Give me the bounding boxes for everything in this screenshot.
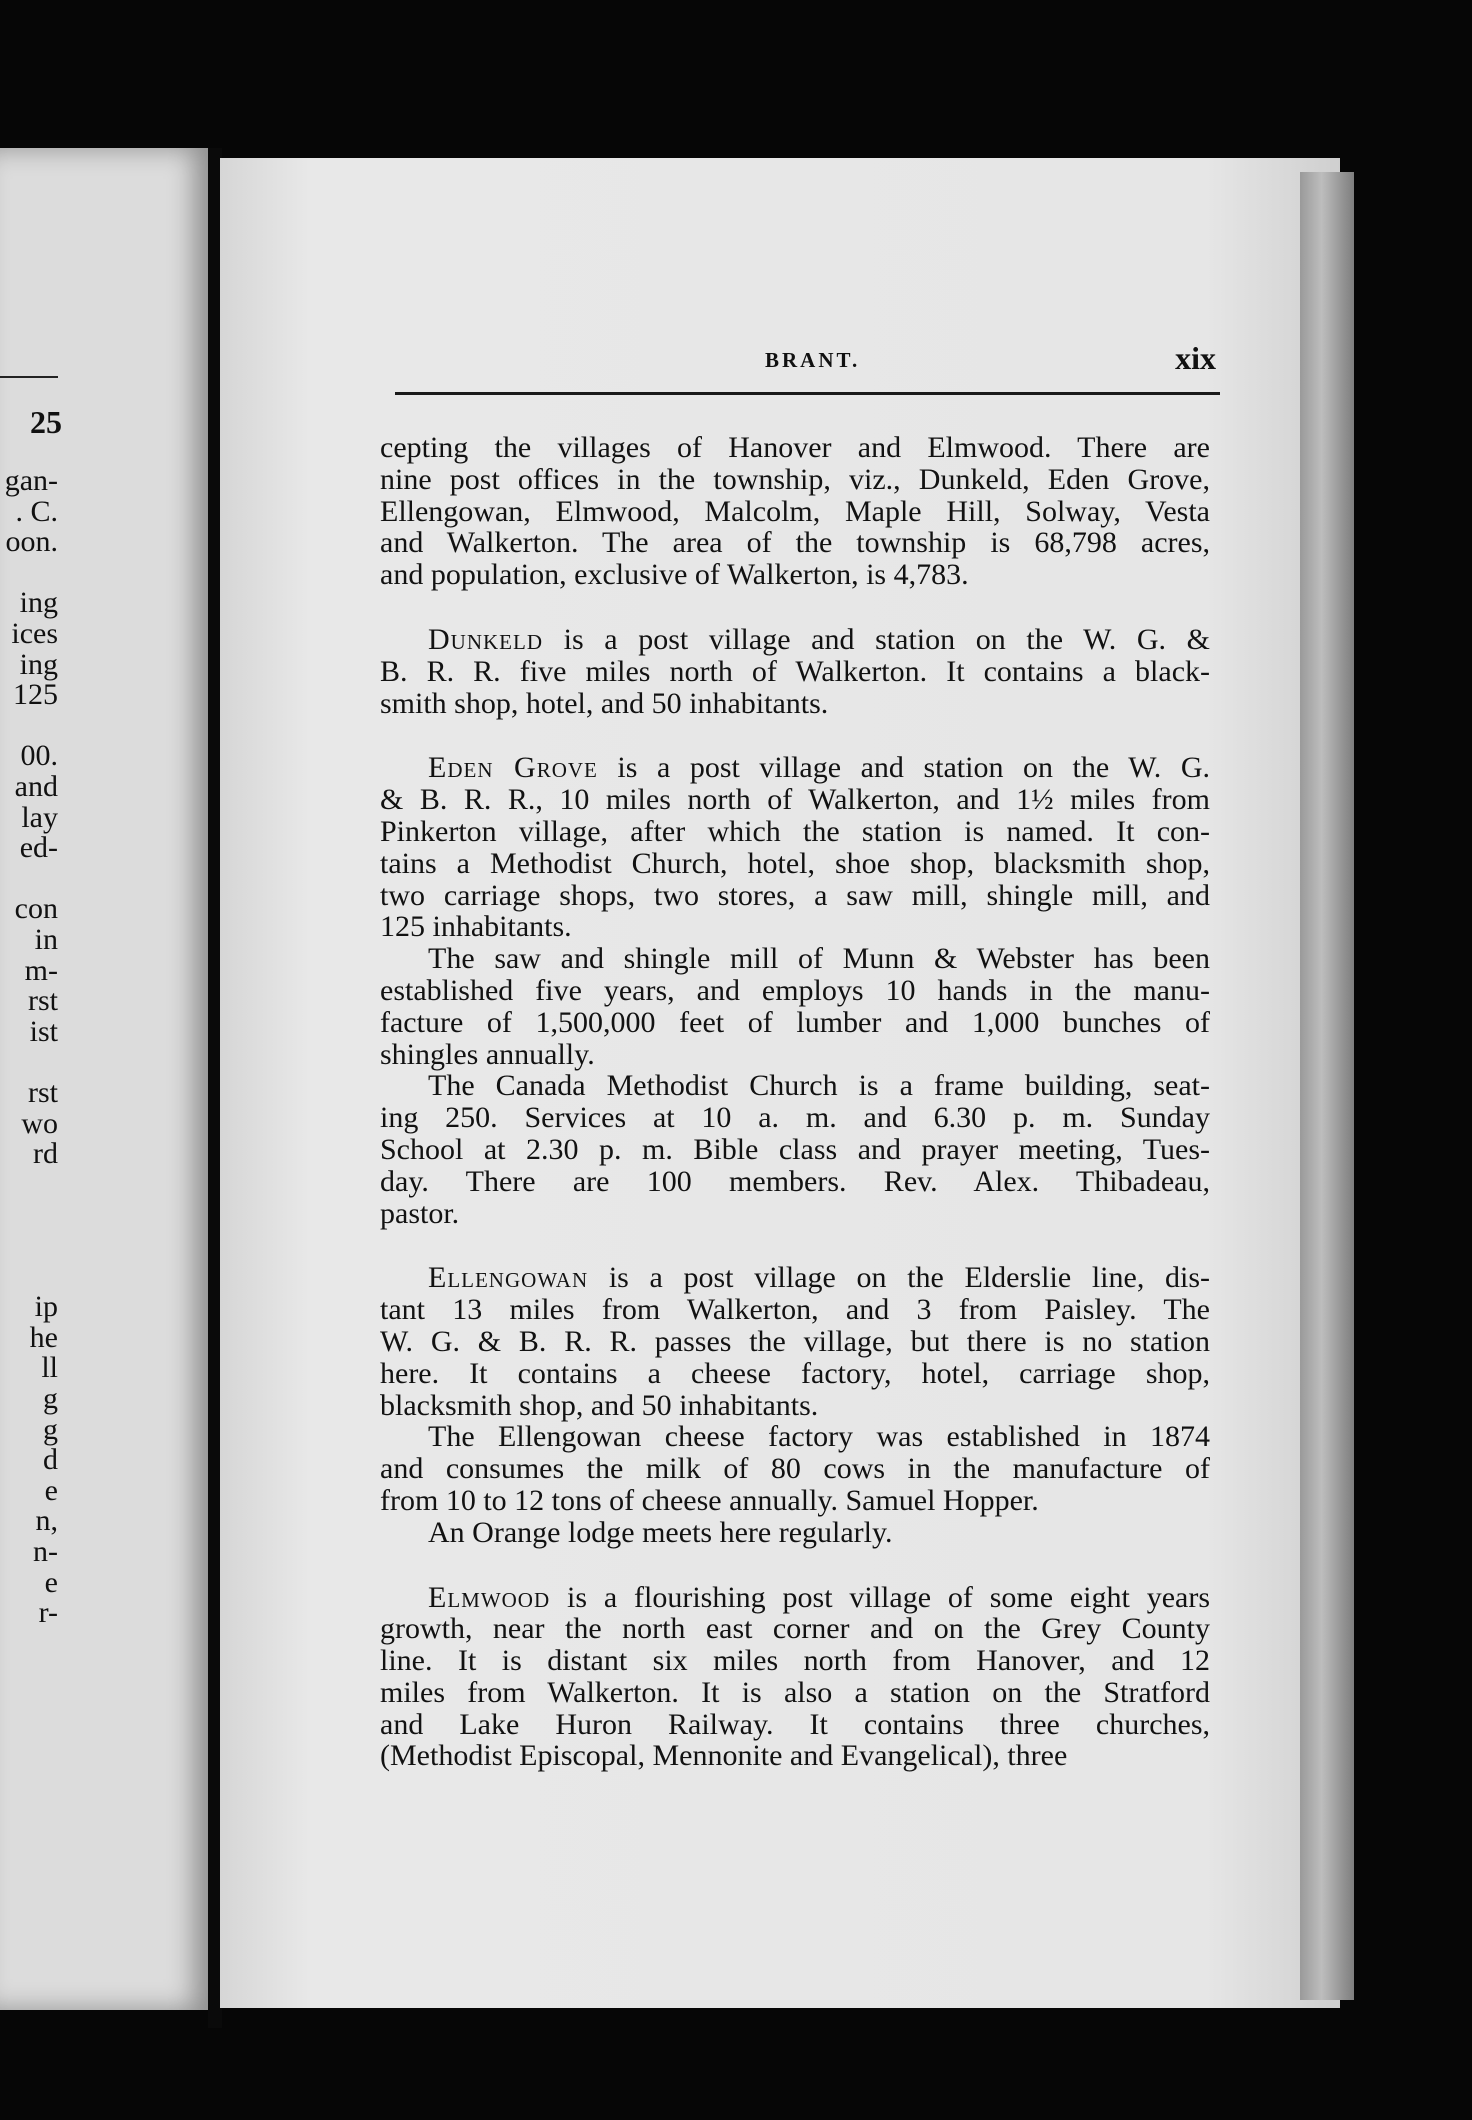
left-page-text-fragment: ing bbox=[19, 586, 58, 620]
text-line bbox=[380, 1039, 1210, 1071]
left-page-text-fragment: oon. bbox=[5, 525, 58, 559]
line-text: and Walkerton. The area of the township is 68,798 acres, bbox=[380, 526, 1210, 560]
entry-heading: Dunkeld bbox=[428, 622, 543, 656]
body-paragraph bbox=[380, 1421, 1210, 1516]
text-line bbox=[380, 1645, 1210, 1677]
body-paragraph bbox=[380, 1517, 1210, 1549]
text-line bbox=[380, 1485, 1210, 1517]
line-text: line. It is distant six miles north from Hanover, and 12 bbox=[380, 1644, 1210, 1678]
left-page-text-fragment: ed- bbox=[19, 831, 58, 865]
text-line bbox=[380, 1358, 1210, 1390]
line-text: from 10 to 12 tons of cheese annually. Samuel Hopper. bbox=[380, 1483, 1039, 1517]
left-page-text-fragment: rd bbox=[33, 1137, 58, 1171]
text-line bbox=[380, 975, 1210, 1007]
text-line bbox=[380, 1294, 1210, 1326]
text-line bbox=[380, 527, 1210, 559]
left-page-text-fragment: lay bbox=[21, 800, 58, 834]
entry-paragraph bbox=[380, 1582, 1210, 1773]
left-page-text-fragment: r- bbox=[38, 1596, 58, 1630]
left-page-text-fragment: e bbox=[44, 1565, 58, 1599]
page-body bbox=[380, 432, 1210, 1772]
entry-heading: Eden Grove bbox=[428, 751, 598, 785]
line-text: 125 inhabitants. bbox=[380, 910, 572, 944]
text-line bbox=[380, 1007, 1210, 1039]
text-line bbox=[380, 559, 1210, 591]
left-page-text-fragment: rst bbox=[28, 1076, 58, 1109]
left-page-text-fragment: ll bbox=[41, 1351, 58, 1385]
line-text: The Canada Methodist Church is a frame building, seat- bbox=[428, 1069, 1210, 1103]
line-text: ing 250. Services at 10 a. m. and 6.30 p. m. Sunday bbox=[380, 1101, 1210, 1135]
text-line bbox=[380, 1517, 1210, 1549]
text-line bbox=[380, 464, 1210, 496]
left-page-text-fragment: n- bbox=[33, 1535, 58, 1568]
text-line bbox=[380, 1166, 1210, 1198]
line-text: miles from Walkerton. It is also a station on the Stratford bbox=[380, 1675, 1210, 1709]
entry-paragraph bbox=[380, 752, 1210, 943]
left-page-text-fragment: in bbox=[34, 923, 58, 956]
text-line bbox=[380, 1070, 1210, 1102]
text-line bbox=[380, 1102, 1210, 1134]
line-text: facture of 1,500,000 feet of lumber and 1,000 bunches of bbox=[380, 1005, 1210, 1039]
entry-heading: Ellengowan bbox=[428, 1261, 589, 1295]
text-line bbox=[380, 432, 1210, 464]
left-page-text-fragment: ip bbox=[34, 1290, 58, 1324]
line-text: pastor. bbox=[380, 1196, 460, 1230]
line-text: Ellengowan, Elmwood, Malcolm, Maple Hill, Solway, Vesta bbox=[380, 494, 1210, 528]
left-page-text-fragment: n, bbox=[35, 1504, 58, 1538]
left-page-header-rule bbox=[0, 376, 58, 378]
text-line bbox=[380, 496, 1210, 528]
left-page-text-fragment: and bbox=[14, 770, 58, 803]
line-text: Pinkerton village, after which the station is named. It con- bbox=[380, 814, 1210, 848]
line-text: W. G. & B. R. R. passes the village, but there is no station bbox=[380, 1324, 1210, 1358]
left-page-text-fragment: ing bbox=[19, 647, 58, 681]
text-line bbox=[380, 848, 1210, 880]
line-text: and population, exclusive of Walkerton, is 4,783. bbox=[380, 558, 969, 592]
line-text: is a post village on the Elderslie line, dis- bbox=[588, 1261, 1210, 1295]
page-edge bbox=[1300, 172, 1354, 2000]
line-text: two carriage shops, two stores, a saw mill, shingle mill, and bbox=[380, 878, 1210, 912]
line-text: cepting the villages of Hanover and Elmwood. There are bbox=[380, 431, 1210, 464]
text-line bbox=[380, 784, 1210, 816]
text-line bbox=[380, 752, 1210, 784]
line-text: B. R. R. five miles north of Walkerton. It contains a black- bbox=[380, 654, 1210, 688]
left-page-text-fragment: con bbox=[14, 892, 58, 926]
left-page-text-fragment: m- bbox=[24, 953, 58, 987]
entry-paragraph bbox=[380, 1262, 1210, 1421]
line-text: tains a Methodist Church, hotel, shoe shop, blacksmith shop, bbox=[380, 846, 1210, 880]
body-paragraph bbox=[380, 943, 1210, 1070]
text-line bbox=[380, 1613, 1210, 1645]
line-text: is a flourishing post village of some eight years bbox=[550, 1580, 1210, 1614]
left-page-text-fragment: he bbox=[29, 1320, 58, 1354]
line-text: tant 13 miles from Walkerton, and 3 from Paisley. The bbox=[380, 1293, 1210, 1327]
line-text: here. It contains a cheese factory, hotel, carriage shop, bbox=[380, 1356, 1210, 1390]
text-line bbox=[380, 1709, 1210, 1741]
line-text: established five years, and employs 10 hands in the manu- bbox=[380, 973, 1210, 1007]
line-text: smith shop, hotel, and 50 inhabitants. bbox=[380, 686, 829, 720]
line-text: School at 2.30 p. m. Bible class and prayer meeting, Tues- bbox=[380, 1132, 1210, 1166]
text-line bbox=[380, 880, 1210, 912]
body-paragraph bbox=[380, 1070, 1210, 1229]
header-rule bbox=[395, 392, 1220, 395]
line-text: shingles annually. bbox=[380, 1037, 595, 1071]
entry-paragraph bbox=[380, 624, 1210, 719]
text-line bbox=[380, 688, 1210, 720]
left-page-text-fragment: 125 bbox=[13, 678, 58, 712]
line-text: & B. R. R., 10 miles north of Walkerton, and 1½ miles from bbox=[380, 783, 1210, 817]
body-paragraph bbox=[380, 432, 1210, 591]
left-page-text-fragment: rst bbox=[28, 984, 58, 1018]
text-line bbox=[380, 1740, 1210, 1772]
left-page-text-fragment: g bbox=[43, 1412, 58, 1446]
page-folio: xix bbox=[1175, 340, 1216, 376]
left-page-text-fragment: d bbox=[43, 1443, 58, 1477]
left-page-text-fragment: ices bbox=[11, 617, 58, 650]
line-text: The saw and shingle mill of Munn & Webster has been bbox=[428, 942, 1210, 976]
line-text: nine post offices in the township, viz., Dunkeld, Eden Grove, bbox=[380, 462, 1210, 496]
text-line bbox=[380, 911, 1210, 943]
text-line bbox=[380, 1453, 1210, 1485]
text-line bbox=[380, 816, 1210, 848]
line-text: (Methodist Episcopal, Mennonite and Evangelical), three bbox=[380, 1739, 1068, 1773]
line-text: and consumes the milk of 80 cows in the manufacture of bbox=[380, 1452, 1210, 1486]
line-text: and Lake Huron Railway. It contains three churches, bbox=[380, 1707, 1210, 1741]
text-line bbox=[380, 624, 1210, 656]
text-line bbox=[380, 943, 1210, 975]
text-line bbox=[380, 1421, 1210, 1453]
left-page-number: 25 bbox=[30, 404, 62, 440]
left-page-text-fragment: . C. bbox=[15, 494, 58, 528]
line-text: is a post village and station on the W. G. bbox=[597, 751, 1210, 785]
text-line bbox=[380, 1198, 1210, 1230]
left-page-text-fragment: wo bbox=[21, 1106, 58, 1140]
left-page-text-fragment: ist bbox=[29, 1014, 58, 1048]
line-text: growth, near the north east corner and on the Grey County bbox=[380, 1612, 1210, 1646]
line-text: blacksmith shop, and 50 inhabitants. bbox=[380, 1388, 819, 1422]
text-line bbox=[380, 656, 1210, 688]
left-page-text-fragment: e bbox=[44, 1473, 58, 1507]
left-page-text-fragment: gan- bbox=[4, 464, 58, 497]
text-line bbox=[380, 1390, 1210, 1422]
text-line bbox=[380, 1677, 1210, 1709]
text-line bbox=[380, 1134, 1210, 1166]
entry-heading: Elmwood bbox=[428, 1580, 551, 1614]
line-text: An Orange lodge meets here regularly. bbox=[428, 1515, 893, 1549]
left-page-text-fragment: g bbox=[43, 1382, 58, 1415]
running-head: BRANT. bbox=[765, 348, 861, 372]
text-line bbox=[380, 1582, 1210, 1614]
line-text: is a post village and station on the W. G. & bbox=[542, 622, 1210, 656]
left-page-fragment bbox=[0, 148, 212, 2010]
text-line bbox=[380, 1262, 1210, 1294]
text-line bbox=[380, 1326, 1210, 1358]
left-page-text-fragment: 00. bbox=[20, 739, 58, 773]
line-text: The Ellengowan cheese factory was established in 1874 bbox=[428, 1420, 1210, 1454]
page-header bbox=[395, 340, 1220, 400]
line-text: day. There are 100 members. Rev. Alex. Thibadeau, bbox=[380, 1164, 1210, 1198]
